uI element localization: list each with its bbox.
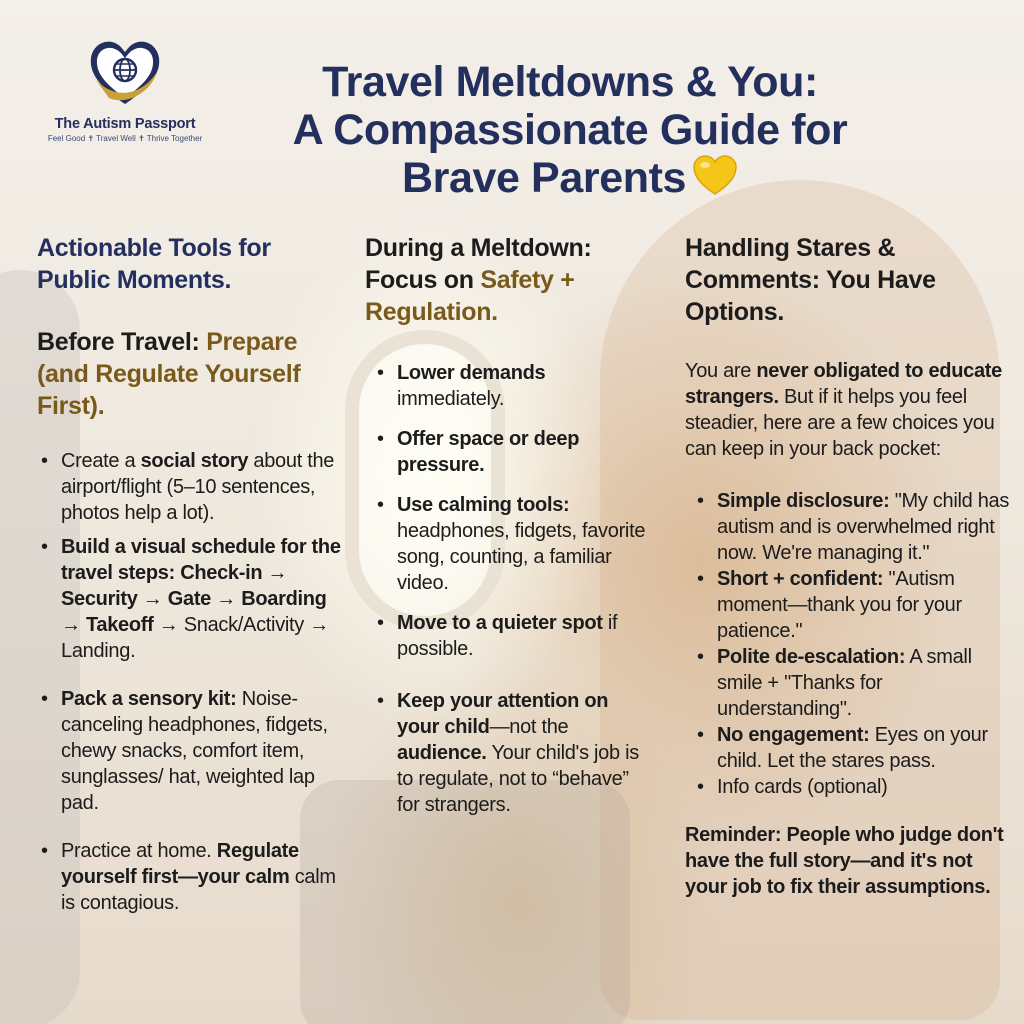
options-list: [685, 488, 1015, 800]
column-heading: [365, 232, 650, 328]
column-during-meltdown: [365, 232, 650, 832]
section-subheading: [37, 326, 347, 422]
list-item: • Build a visual schedule for the travel steps: Check-in → Security → Gate → Boarding → Takeoff → Snack/Activity → Landing.: [37, 534, 347, 664]
title-line-1: Travel Meltdowns & You:: [322, 58, 818, 106]
list-item: • Polite de-escalation: A small smile + "Thanks for understanding".: [693, 644, 1015, 722]
list-item: • Pack a sensory kit: Noise-canceling headphones, fidgets, chewy snacks, comfort item, sunglasses/ hat, weighted lap pad.: [37, 686, 347, 816]
list-item: • Offer space or deep pressure.: [373, 426, 650, 478]
tips-list: [365, 360, 650, 818]
subheading-accent: Prepare (and Regulate Yourself First).: [37, 328, 301, 420]
column-heading: Handling Stares & Comments: You Have Options.: [685, 234, 936, 326]
list-item: • Simple disclosure: "My child has autism and is overwhelmed right now. We're managing it.": [693, 488, 1015, 566]
intro-paragraph: You are never obligated to educate strangers. But if it helps you feel steadier, here are a few choices you can keep in your back pocket:: [685, 360, 1002, 460]
brand-tagline: Feel Good ✝ Travel Well ✝ Thrive Together: [47, 134, 203, 143]
yellow-heart-icon: [692, 154, 738, 206]
list-item: • Practice at home. Regulate yourself first—your calm calm is contagious.: [37, 838, 347, 916]
page-title: [235, 58, 905, 206]
brand-logo: [30, 36, 220, 143]
list-item: • Lower demands immediately.: [373, 360, 650, 412]
title-line-3: [235, 154, 905, 206]
list-item: • Short + confident: "Autism moment—thank you for your patience.": [693, 566, 1015, 644]
column-handling-stares: [685, 232, 1015, 900]
column-heading: Actionable Tools for Public Moments.: [37, 234, 271, 294]
list-item: • Info cards (optional): [693, 774, 1015, 800]
heart-globe-icon: [87, 36, 163, 108]
subheading-text: Before Travel:: [37, 328, 207, 356]
list-item: • Use calming tools: headphones, fidgets, favorite song, counting, a familiar video.: [373, 492, 650, 596]
tips-list: [37, 448, 347, 916]
title-line-3-text: Brave Parents: [401, 154, 687, 202]
list-item: • Move to a quieter spot if possible.: [373, 610, 650, 662]
heading-accent: Safety + Regulation.: [365, 266, 575, 326]
column-before-travel: [37, 232, 347, 938]
heading-text: During a Meltdown: Focus on: [365, 234, 592, 294]
list-item: • Create a social story about the airport/flight (5–10 sentences, photos help a lot).: [37, 448, 347, 526]
list-item: • Keep your attention on your child—not the audience. Your child's job is to regulate, not to “behave” for strangers.: [373, 688, 650, 818]
brand-name: The Autism Passport: [54, 116, 196, 132]
list-item: • No engagement: Eyes on your child. Let the stares pass.: [693, 722, 1015, 774]
reminder-note: Reminder: People who judge don't have the full story—and it's not your job to fix their assumptions.: [685, 824, 1004, 898]
title-line-2: A Compassionate Guide for: [292, 106, 848, 154]
